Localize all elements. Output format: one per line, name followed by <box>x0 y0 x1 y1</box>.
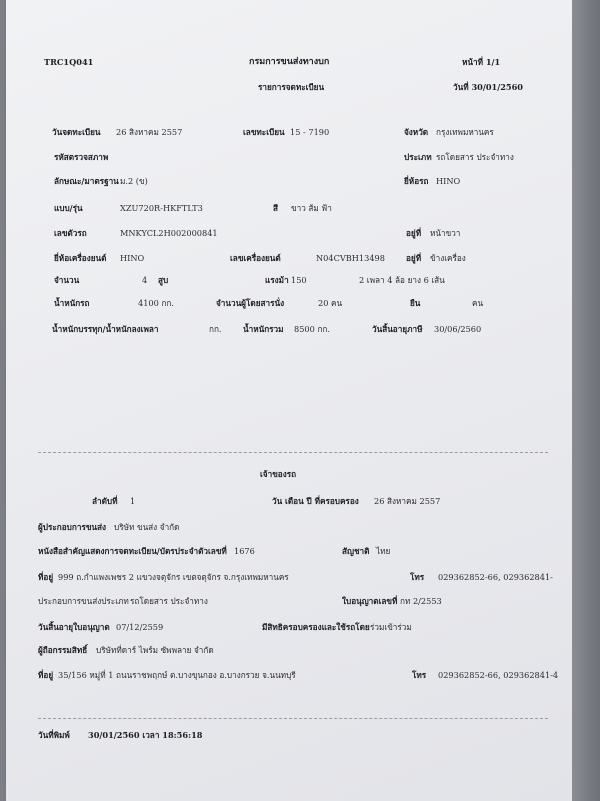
engine-no-value: N04CVBH13498 <box>316 253 385 263</box>
document-subtitle: รายการจดทะเบียน <box>258 82 325 92</box>
business-type-value: รถโดยสาร ประจำทาง <box>130 596 208 606</box>
print-date-label: วันที่พิมพ์ <box>38 730 70 740</box>
id-doc-label: หนังสือสำคัญแสดงการจดทะเบียน/บัตรประจำตัวเลขที่ <box>38 546 227 556</box>
co-owner-label: มีสิทธิครอบครองและใช้รถโดย <box>262 622 370 632</box>
page-number: หน้าที่ 1/1 <box>462 57 501 67</box>
business-type-label: ประกอบการขนส่งประเภท <box>38 596 129 606</box>
possess-date-label: วัน เดือน ปี ที่ครอบครอง <box>272 496 359 506</box>
chassis-label: เลขตัวรถ <box>54 228 87 238</box>
model-value: XZU720R-HKFTLT3 <box>120 203 203 213</box>
engine-brand-label: ยี่ห้อเครื่องยนต์ <box>54 253 107 263</box>
holder-address-label: ที่อยู่ <box>38 670 54 680</box>
license-expiry-value: 07/12/2559 <box>116 622 164 632</box>
brand-label: ยี่ห้อรถ <box>404 176 429 186</box>
tax-due-label: วันสิ้นอายุภาษี <box>372 324 423 334</box>
seq-value: 1 <box>130 496 136 506</box>
chassis-value: MNKYCL2H002000841 <box>120 228 218 238</box>
nationality-label: สัญชาติ <box>342 546 370 556</box>
address-value: 999 ถ.กำแพงเพชร 2 แขวงจตุจักร เขตจตุจักร จ.กรุงเทพมหานคร <box>58 572 289 582</box>
holder-address-value: 35/156 หมู่ที่ 1 ถนนราชพฤกษ์ ต.บางขุนกอง อ.บางกรวย จ.นนทบุรี <box>58 670 296 680</box>
weight-value: 4100 กก. <box>138 298 174 308</box>
license-value: กท 2/2553 <box>400 596 442 606</box>
tax-due-value: 30/06/2560 <box>434 324 482 334</box>
license-label: ใบอนุญาตเลขที่ <box>342 596 398 606</box>
owner-section-title: เจ้าของรถ <box>260 469 297 479</box>
brand-value: HINO <box>436 176 461 186</box>
chassis-position-label: อยู่ที่ <box>406 228 422 238</box>
print-date-value: 30/01/2560 เวลา 18:56:18 <box>88 730 203 740</box>
count-unit: สูบ <box>158 275 169 285</box>
co-owner-value: ร่วมเข้าร่วม <box>370 622 412 632</box>
standard-label: ลักษณะ/มาตรฐาน <box>54 176 119 186</box>
id-doc-value: 1676 <box>234 546 255 556</box>
load-unit: กก. <box>209 324 222 334</box>
total-weight-value: 8500 กก. <box>294 324 330 334</box>
engine-no-label: เลขเครื่องยนต์ <box>230 253 281 263</box>
axles-value: 2 เพลา 4 ล้อ ยาง 6 เส้น <box>359 275 445 285</box>
seats-label: จำนวนผู้โดยสารนั่ง <box>216 298 285 308</box>
holder-value: บริษัทที่ดาร์ ไพร์ม ซัพพลาย จำกัด <box>96 645 214 655</box>
report-date: วันที่ 30/01/2560 <box>453 82 523 92</box>
reg-date-label: วันจดทะเบียน <box>52 127 101 137</box>
type-label: ประเภท <box>404 152 432 162</box>
standard-value: ม.2 (ข) <box>120 176 148 186</box>
seats-value: 20 คน <box>318 298 343 308</box>
standing-label: ยืน <box>410 298 421 308</box>
report-code: TRC1Q041 <box>44 57 94 67</box>
province-value: กรุงเทพมหานคร <box>436 127 494 137</box>
holder-phone-label: โทร <box>412 670 427 680</box>
holder-phone-value: 029362852-66, 029362841-4 <box>438 670 559 680</box>
footer-divider <box>38 718 548 719</box>
reg-date-value: 26 สิงหาคม 2557 <box>116 127 183 137</box>
engine-position-value: ข้างเครื่อง <box>430 253 466 263</box>
engine-position-label: อยู่ที่ <box>406 253 422 263</box>
section-divider <box>38 452 548 453</box>
phone-value: 029362852-66, 029362841- <box>438 572 553 582</box>
color-value: ขาว ส้ม ฟ้า <box>291 203 332 213</box>
model-label: แบบ/รุ่น <box>54 203 83 213</box>
count-value: 4 <box>142 275 148 285</box>
background-edge <box>572 0 600 801</box>
chassis-position-value: หน้าขวา <box>430 228 461 238</box>
count-label: จำนวน <box>54 275 80 285</box>
possess-date-value: 26 สิงหาคม 2557 <box>374 496 441 506</box>
inspection-label: รหัสตรวจสภาพ <box>54 152 109 162</box>
hp-value: 150 <box>291 275 307 285</box>
standing-unit: คน <box>472 298 484 308</box>
province-label: จังหวัด <box>404 127 429 137</box>
reg-no-value: 15 - 7190 <box>290 127 330 137</box>
reg-no-label: เลขทะเบียน <box>243 127 285 137</box>
hp-label: แรงม้า <box>265 275 289 285</box>
operator-value: บริษัท ขนส่ง จำกัด <box>114 522 180 532</box>
address-label: ที่อยู่ <box>38 572 54 582</box>
operator-label: ผู้ประกอบการขนส่ง <box>38 522 107 532</box>
type-value: รถโดยสาร ประจำทาง <box>436 152 514 162</box>
weight-label: น้ำหนักรถ <box>54 298 90 308</box>
phone-label: โทร <box>410 572 425 582</box>
document-page <box>6 0 572 801</box>
nationality-value: ไทย <box>376 546 391 556</box>
total-weight-label: น้ำหนักรวม <box>243 324 284 334</box>
seq-label: ลำดับที่ <box>92 496 118 506</box>
engine-brand-value: HINO <box>120 253 145 263</box>
load-label: น้ำหนักบรรทุก/น้ำหนักลงเพลา <box>52 324 159 334</box>
department-title: กรมการขนส่งทางบก <box>249 57 330 67</box>
color-label: สี <box>273 203 278 213</box>
license-expiry-label: วันสิ้นอายุใบอนุญาต <box>38 622 110 632</box>
holder-label: ผู้ถือกรรมสิทธิ์ <box>38 645 88 655</box>
